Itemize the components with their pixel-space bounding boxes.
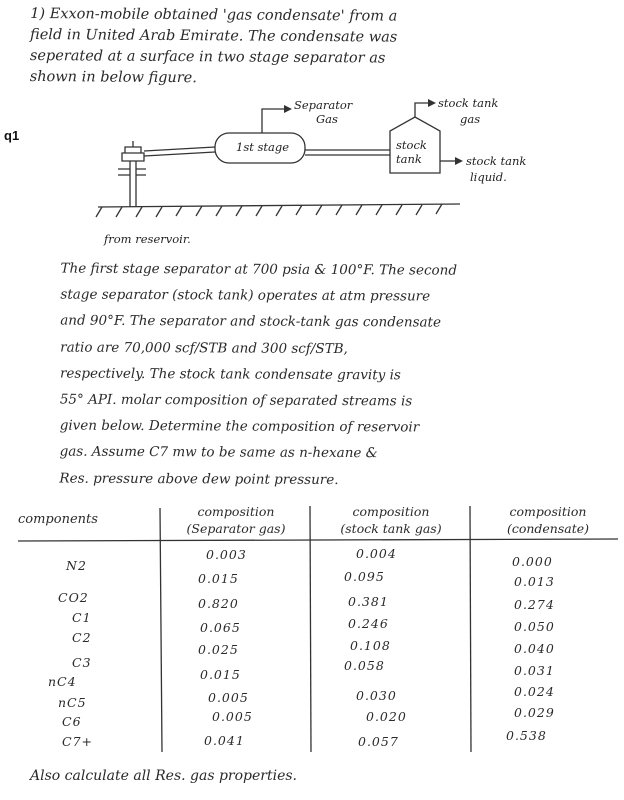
stock-tank-gas-cell: 0.108 <box>350 638 391 653</box>
condensate-cell: 0.274 <box>514 597 555 612</box>
component-cell: C1 <box>72 610 92 625</box>
separator-gas-cell: 0.041 <box>204 733 245 748</box>
para-line: respectively. The stock tank condensate gravity is <box>59 365 401 384</box>
component-cell: nC4 <box>48 674 77 689</box>
separator-gas-cell: 0.065 <box>200 620 241 635</box>
para-line: stage separator (stock tank) operates at atm pressure <box>60 286 431 305</box>
component-cell: C7+ <box>62 734 93 749</box>
stock-tank-gas-cell: 0.058 <box>344 658 385 673</box>
stock-tank-gas-cell: 0.095 <box>344 569 385 584</box>
header-line: composition <box>509 504 587 519</box>
intro-line: field in United Arab Emirate. The condensate was <box>30 27 398 46</box>
stock-tank-gas-header <box>314 503 468 537</box>
component-cell: nC5 <box>58 695 87 710</box>
stock-tank-gas-label: stock tank <box>438 96 499 110</box>
component-cell: C3 <box>72 655 92 670</box>
para-line: 55° API. molar composition of separated streams is <box>59 391 413 410</box>
separator-gas-cell: 0.005 <box>212 709 253 724</box>
component-cell: C6 <box>62 714 82 729</box>
stock-tank-gas-label-2: gas <box>460 112 481 126</box>
header-line: composition <box>197 504 275 519</box>
intro-line: 1) Exxon-mobile obtained 'gas condensate' from a <box>30 6 398 25</box>
stock-tank-gas-cell: 0.381 <box>348 594 389 609</box>
separator-gas-cell: 0.015 <box>198 571 239 586</box>
separator-gas-label-2: Gas <box>316 112 338 126</box>
question-label: q1 <box>4 128 20 143</box>
from-reservoir-label: from reservoir. <box>104 232 191 246</box>
first-stage-label: 1st stage <box>236 140 290 154</box>
condensate-cell: 0.029 <box>514 705 555 720</box>
stock-tank-gas-cell: 0.057 <box>358 734 399 749</box>
intro-line: shown in below figure. <box>29 69 197 87</box>
components-header: components <box>18 512 98 527</box>
separator-gas-cell: 0.820 <box>198 596 239 611</box>
separator-gas-cell: 0.025 <box>198 642 239 657</box>
condensate-cell: 0.024 <box>514 684 555 699</box>
header-line: composition <box>352 504 430 519</box>
header-line: (Separator gas) <box>186 521 286 536</box>
para-line: ratio are 70,000 scf/STB and 300 scf/STB, <box>60 339 348 357</box>
para-line: Res. pressure above dew point pressure. <box>59 470 339 488</box>
header-line: (stock tank gas) <box>340 521 442 536</box>
intro-line: seperated at a surface in two stage separator as <box>29 48 386 67</box>
para-line: The first stage separator at 700 psia & 100°F. The second <box>60 260 458 279</box>
table-col-divider <box>160 508 162 752</box>
separator-gas-cell: 0.003 <box>206 547 247 562</box>
condensate-cell: 0.050 <box>514 619 555 634</box>
table-col-divider <box>310 506 311 752</box>
para-line: given below. Determine the composition of reservoir <box>59 417 420 436</box>
para-line: gas. Assume C7 mw to be same as n-hexane & <box>59 443 378 462</box>
table-header-rule <box>18 539 618 541</box>
condensate-cell: 0.031 <box>514 663 555 678</box>
separator-gas-cell: 0.015 <box>200 667 241 682</box>
separator-gas-header <box>166 503 306 537</box>
condensate-cell: 0.538 <box>506 728 547 743</box>
component-cell: N2 <box>66 558 87 573</box>
separator-gas-cell: 0.005 <box>208 690 249 705</box>
stock-tank-box-label-2: tank <box>396 152 422 166</box>
table-col-divider <box>470 506 471 752</box>
condensate-header <box>476 503 620 537</box>
stock-tank-box-label: stock <box>396 138 427 152</box>
condensate-cell: 0.013 <box>514 574 555 589</box>
footer-text: Also calculate all Res. gas properties. <box>30 768 298 784</box>
condensate-cell: 0.000 <box>512 554 553 569</box>
stock-tank-gas-cell: 0.004 <box>356 546 397 561</box>
stock-tank-gas-cell: 0.020 <box>366 709 407 724</box>
component-cell: CO2 <box>58 590 89 605</box>
stock-tank-gas-cell: 0.246 <box>348 616 389 631</box>
separator-gas-label: Separator <box>294 98 353 112</box>
para-line: and 90°F. The separator and stock-tank gas condensate <box>60 312 442 331</box>
stock-tank-liquid-label-2: liquid. <box>470 170 507 184</box>
component-cell: C2 <box>72 630 92 645</box>
stock-tank-liquid-label: stock tank <box>466 154 527 168</box>
stock-tank-gas-cell: 0.030 <box>356 688 397 703</box>
condensate-cell: 0.040 <box>514 641 555 656</box>
header-line: (condensate) <box>506 521 590 536</box>
